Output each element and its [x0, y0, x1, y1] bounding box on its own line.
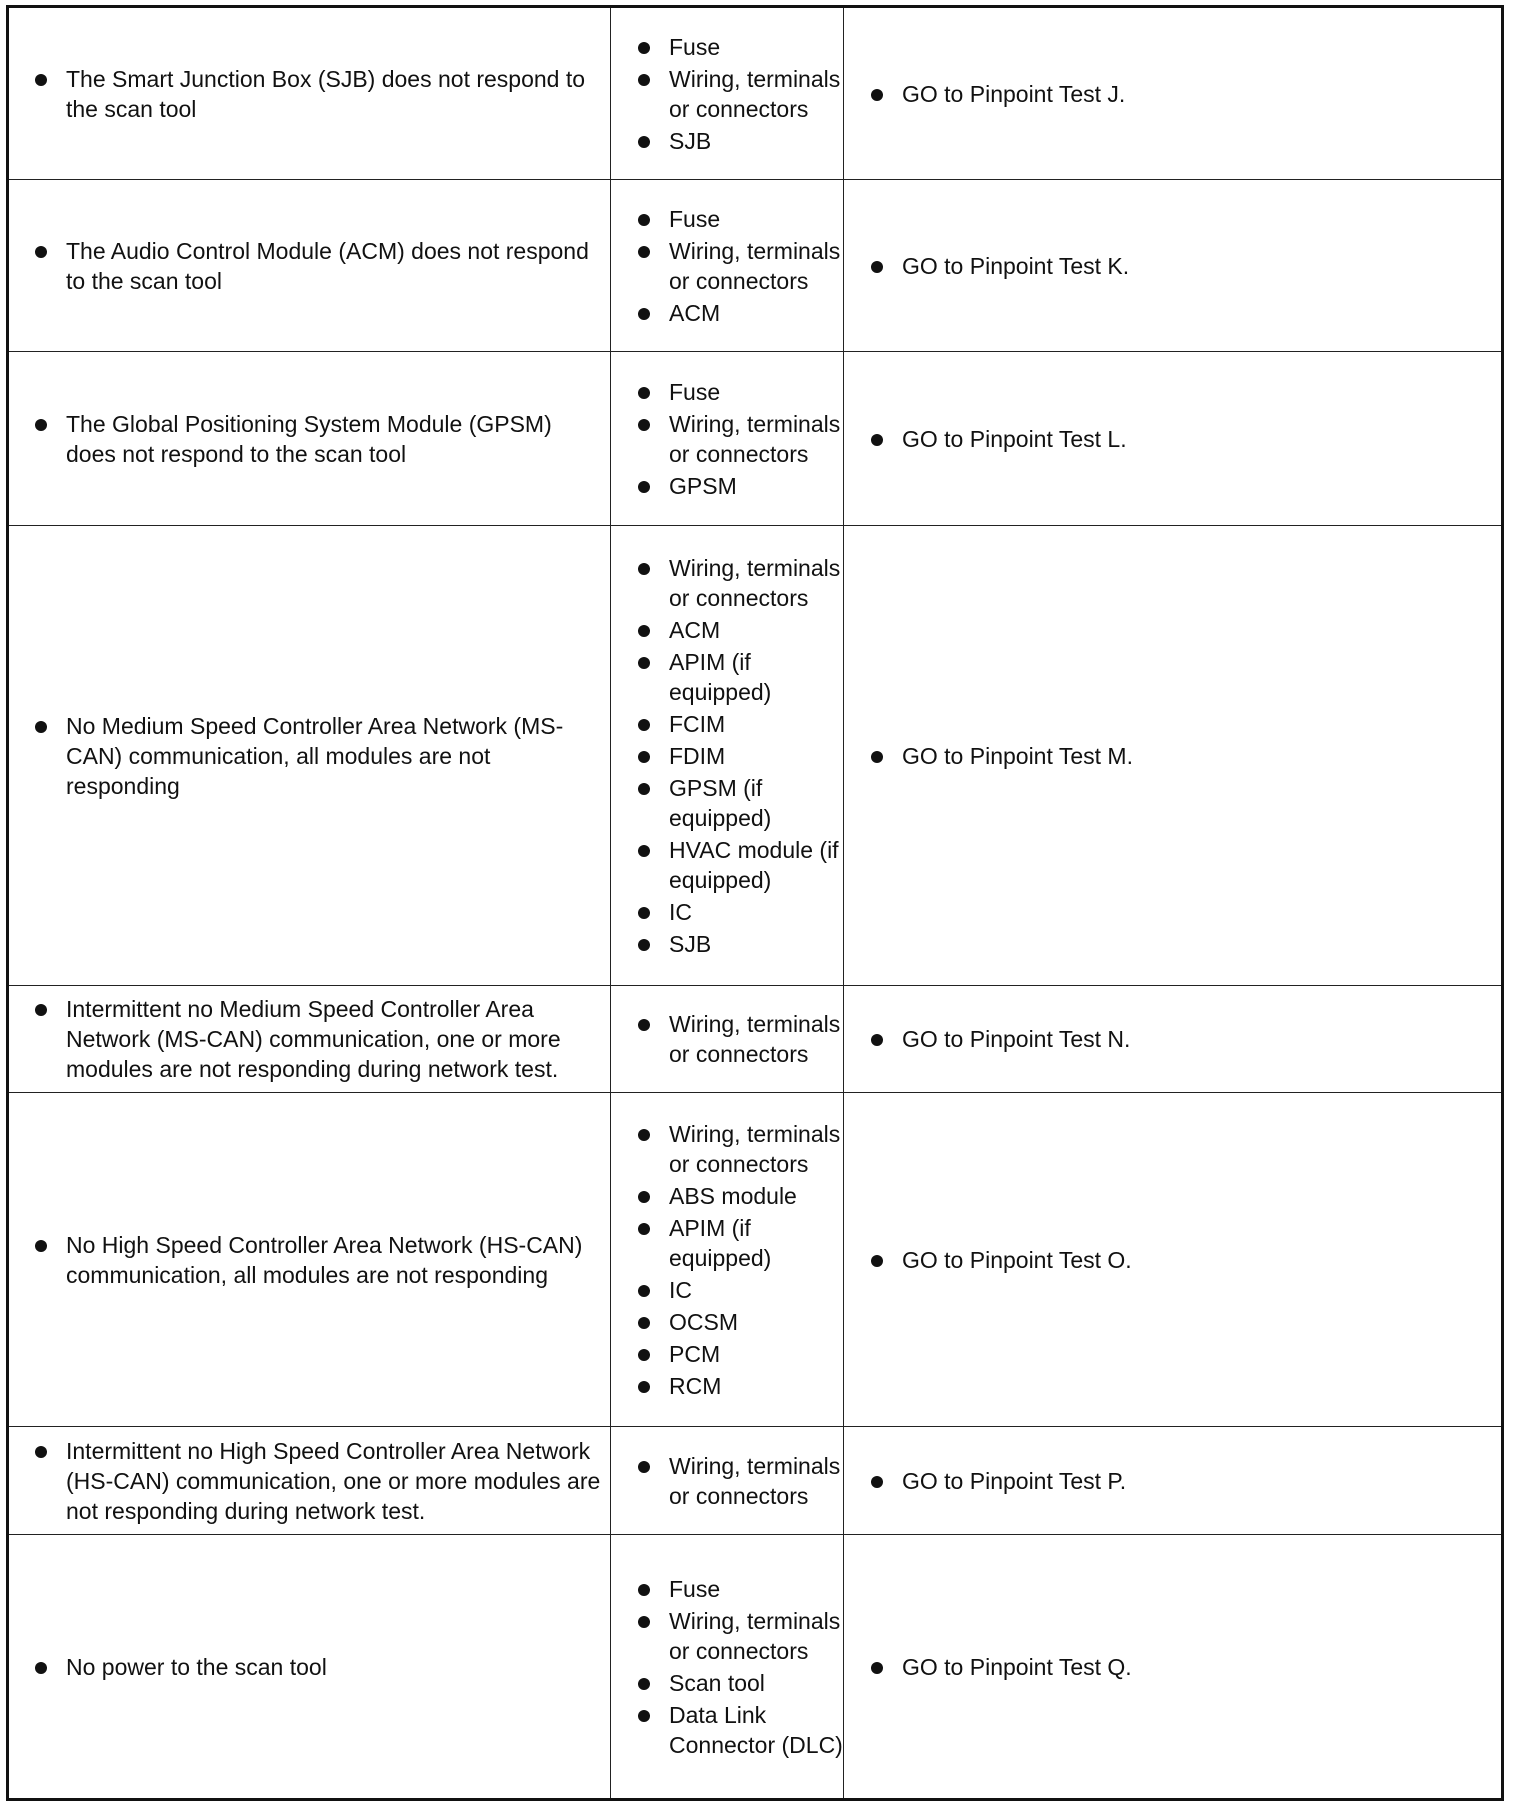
cause-item: RCM	[611, 1371, 843, 1401]
cause-item: Wiring, terminals or connectors	[611, 1009, 843, 1069]
cause-item: PCM	[611, 1339, 843, 1369]
cause-item: APIM (if equipped)	[611, 1213, 843, 1273]
cause-item: SJB	[611, 126, 843, 156]
action-cell	[844, 1535, 1503, 1800]
possible-causes-cell	[611, 7, 844, 180]
action-cell	[844, 526, 1503, 986]
symptom-cell	[8, 1427, 611, 1535]
cause-item: Wiring, terminals or connectors	[611, 1451, 843, 1511]
symptom-cell	[8, 986, 611, 1093]
action-cell	[844, 1093, 1503, 1427]
cause-item: Fuse	[611, 204, 843, 234]
table-body	[8, 7, 1503, 1800]
symptom-chart-table	[6, 5, 1504, 1801]
symptom-item: Intermittent no High Speed Controller Area Network (HS-CAN) communication, one or more modules are not responding during network test.	[9, 1436, 610, 1526]
action-item: GO to Pinpoint Test L.	[844, 424, 1501, 454]
cause-item: HVAC module (if equipped)	[611, 835, 843, 895]
action-cell	[844, 7, 1503, 180]
symptom-cell	[8, 352, 611, 526]
possible-causes-cell	[611, 1535, 844, 1800]
symptom-cell	[8, 1535, 611, 1800]
symptom-cell	[8, 1093, 611, 1427]
action-cell	[844, 352, 1503, 526]
cause-item: ACM	[611, 298, 843, 328]
table-row	[8, 526, 1503, 986]
symptom-item: The Global Positioning System Module (GPSM) does not respond to the scan tool	[9, 409, 610, 469]
cause-item: SJB	[611, 929, 843, 959]
action-item: GO to Pinpoint Test N.	[844, 1024, 1501, 1054]
possible-causes-cell	[611, 526, 844, 986]
symptom-item: Intermittent no Medium Speed Controller Area Network (MS-CAN) communication, one or more modules are not responding during network test.	[9, 994, 610, 1084]
symptom-item: The Audio Control Module (ACM) does not respond to the scan tool	[9, 236, 610, 296]
action-cell	[844, 986, 1503, 1093]
cause-item: Fuse	[611, 377, 843, 407]
possible-causes-cell	[611, 1427, 844, 1535]
cause-item: APIM (if equipped)	[611, 647, 843, 707]
cause-item: Wiring, terminals or connectors	[611, 553, 843, 613]
action-cell	[844, 1427, 1503, 1535]
action-item: GO to Pinpoint Test J.	[844, 79, 1501, 109]
table-row	[8, 986, 1503, 1093]
action-item: GO to Pinpoint Test O.	[844, 1245, 1501, 1275]
cause-item: ACM	[611, 615, 843, 645]
cause-item: Wiring, terminals or connectors	[611, 1119, 843, 1179]
table-row	[8, 1535, 1503, 1800]
cause-item: Data Link Connector (DLC)	[611, 1700, 843, 1760]
cause-item: Wiring, terminals or connectors	[611, 64, 843, 124]
cause-item: IC	[611, 1275, 843, 1305]
table-row	[8, 7, 1503, 180]
symptom-item: No Medium Speed Controller Area Network (MS-CAN) communication, all modules are not responding	[9, 711, 610, 801]
symptom-cell	[8, 180, 611, 352]
action-cell	[844, 180, 1503, 352]
cause-item: FCIM	[611, 709, 843, 739]
cause-item: ABS module	[611, 1181, 843, 1211]
cause-item: GPSM (if equipped)	[611, 773, 843, 833]
action-item: GO to Pinpoint Test K.	[844, 251, 1501, 281]
table-row	[8, 180, 1503, 352]
symptom-cell	[8, 526, 611, 986]
table-row	[8, 352, 1503, 526]
symptom-item: The Smart Junction Box (SJB) does not respond to the scan tool	[9, 64, 610, 124]
possible-causes-cell	[611, 180, 844, 352]
cause-item: Scan tool	[611, 1668, 843, 1698]
action-item: GO to Pinpoint Test P.	[844, 1466, 1501, 1496]
cause-item: IC	[611, 897, 843, 927]
cause-item: Fuse	[611, 1574, 843, 1604]
possible-causes-cell	[611, 1093, 844, 1427]
symptom-item: No High Speed Controller Area Network (HS-CAN) communication, all modules are not responding	[9, 1230, 610, 1290]
table-row	[8, 1427, 1503, 1535]
possible-causes-cell	[611, 352, 844, 526]
cause-item: Wiring, terminals or connectors	[611, 1606, 843, 1666]
possible-causes-cell	[611, 986, 844, 1093]
cause-item: GPSM	[611, 471, 843, 501]
table-row	[8, 1093, 1503, 1427]
symptom-item: No power to the scan tool	[9, 1652, 610, 1682]
action-item: GO to Pinpoint Test Q.	[844, 1652, 1501, 1682]
cause-item: OCSM	[611, 1307, 843, 1337]
cause-item: FDIM	[611, 741, 843, 771]
cause-item: Fuse	[611, 32, 843, 62]
cause-item: Wiring, terminals or connectors	[611, 236, 843, 296]
action-item: GO to Pinpoint Test M.	[844, 741, 1501, 771]
symptom-cell	[8, 7, 611, 180]
cause-item: Wiring, terminals or connectors	[611, 409, 843, 469]
